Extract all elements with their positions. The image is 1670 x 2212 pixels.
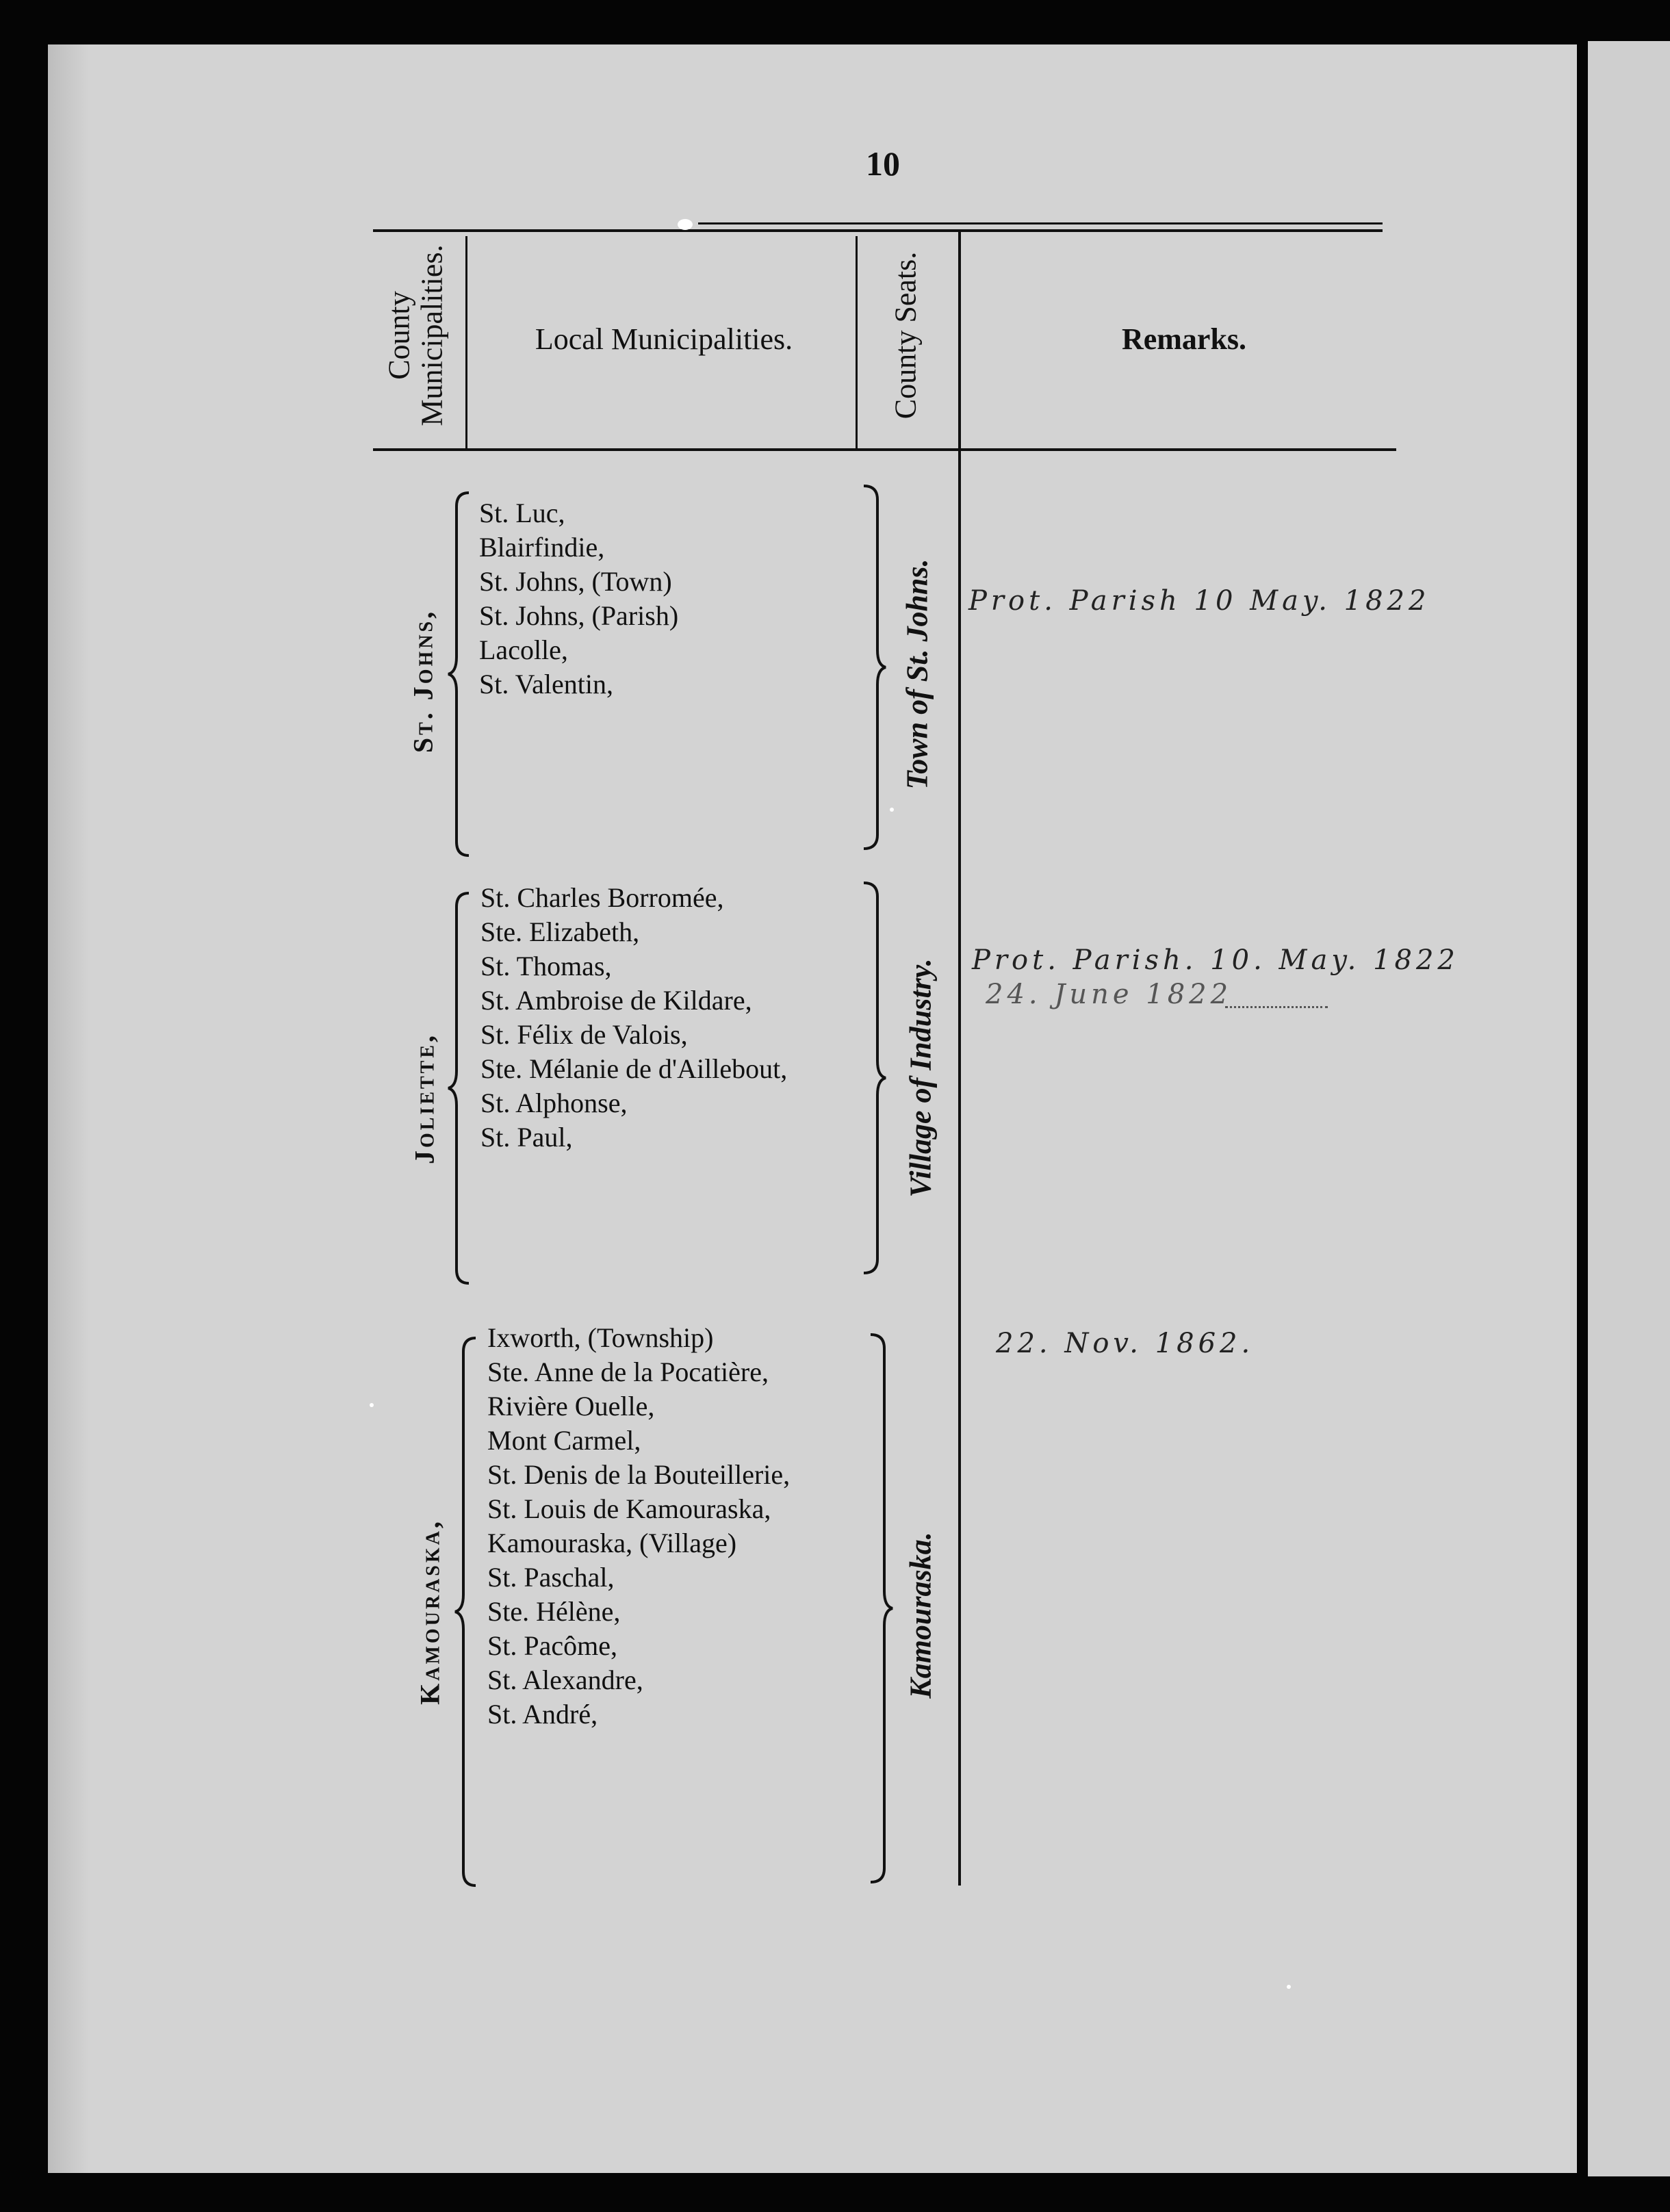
county-name: Kamouraska,	[414, 1519, 446, 1705]
header-remarks: Remarks.	[1121, 322, 1247, 356]
list-item: St. Alexandre,	[487, 1664, 643, 1695]
list-item: St. Paul,	[480, 1122, 573, 1153]
county-seat: Village of Industry.	[903, 958, 938, 1198]
municipality-list	[480, 881, 787, 1155]
divider-county-local	[465, 236, 467, 448]
list-item: St. Johns, (Parish)	[479, 600, 679, 631]
top-rule-double	[698, 222, 1383, 224]
list-item: St. Charles Borromée,	[480, 882, 724, 913]
list-item: St. Thomas,	[480, 951, 612, 981]
paper-speck	[370, 1403, 374, 1407]
county-seat: Town of St. Johns.	[900, 558, 934, 790]
list-item: Blairfindie,	[479, 532, 605, 563]
list-item: Ste. Anne de la Pocatière,	[487, 1356, 769, 1387]
paper-speck	[1287, 1985, 1291, 1989]
divider-seats-remarks	[958, 229, 961, 1886]
paper-speck	[890, 808, 894, 812]
header-county-line1: County	[382, 291, 416, 380]
seat-brace	[864, 883, 891, 1273]
list-item: Ste. Elizabeth,	[480, 916, 640, 947]
adjacent-page-edge	[1588, 41, 1670, 2176]
ledger-page	[48, 44, 1577, 2173]
list-item: Kamouraska, (Village)	[487, 1528, 737, 1558]
municipality-list	[487, 1321, 790, 1732]
list-item: St. Alphonse,	[480, 1088, 628, 1118]
county-name: St. Johns,	[407, 608, 439, 754]
list-item: St. Valentin,	[479, 669, 613, 699]
paper-speck	[678, 219, 693, 230]
list-item: Ixworth, (Township)	[487, 1322, 714, 1353]
dotted-leader	[1225, 1006, 1328, 1008]
list-item: St. Louis de Kamouraska,	[487, 1493, 771, 1524]
county-brace	[455, 1338, 483, 1886]
header-county-seats	[861, 236, 950, 435]
remark: 22. Nov. 1862.	[996, 1328, 1255, 1359]
list-item: Rivière Ouelle,	[487, 1391, 655, 1422]
list-item: St. Félix de Valois,	[480, 1019, 688, 1050]
list-item: St. Paschal,	[487, 1562, 615, 1593]
remark: Prot. Parish. 10. May. 1822	[972, 944, 1459, 976]
header-county-municipalities	[373, 236, 455, 435]
list-item: St. Luc,	[479, 498, 565, 528]
list-item: Ste. Hélène,	[487, 1596, 621, 1627]
header-county-line2: Municipalities.	[415, 244, 449, 426]
county-brace	[448, 493, 476, 856]
county-brace	[448, 893, 476, 1283]
top-rule	[373, 229, 1383, 232]
header-rule	[373, 448, 1396, 451]
page-number: 10	[866, 144, 900, 183]
list-item: Mont Carmel,	[487, 1425, 641, 1456]
seat-brace	[864, 486, 891, 849]
page-binding-shadow	[48, 44, 89, 2173]
county-seat: Kamouraska.	[903, 1532, 938, 1699]
list-item: St. Johns, (Town)	[479, 566, 672, 597]
remark: 24. June 1822	[986, 979, 1233, 1010]
list-item: St. Ambroise de Kildare,	[480, 985, 752, 1016]
list-item: St. Denis de la Bouteillerie,	[487, 1459, 791, 1490]
header-county-seats-text: County Seats.	[888, 251, 923, 420]
list-item: Lacolle,	[479, 634, 568, 665]
header-local-municipalities: Local Municipalities.	[535, 322, 793, 356]
seat-brace	[871, 1335, 898, 1882]
remark: Prot. Parish 10 May. 1822	[968, 585, 1430, 617]
list-item: St. André,	[487, 1699, 598, 1729]
divider-local-seats	[856, 236, 858, 448]
municipality-list	[479, 496, 678, 702]
list-item: Ste. Mélanie de d'Aillebout,	[480, 1053, 788, 1084]
list-item: St. Pacôme,	[487, 1630, 617, 1661]
county-name: Joliette,	[409, 1032, 440, 1165]
